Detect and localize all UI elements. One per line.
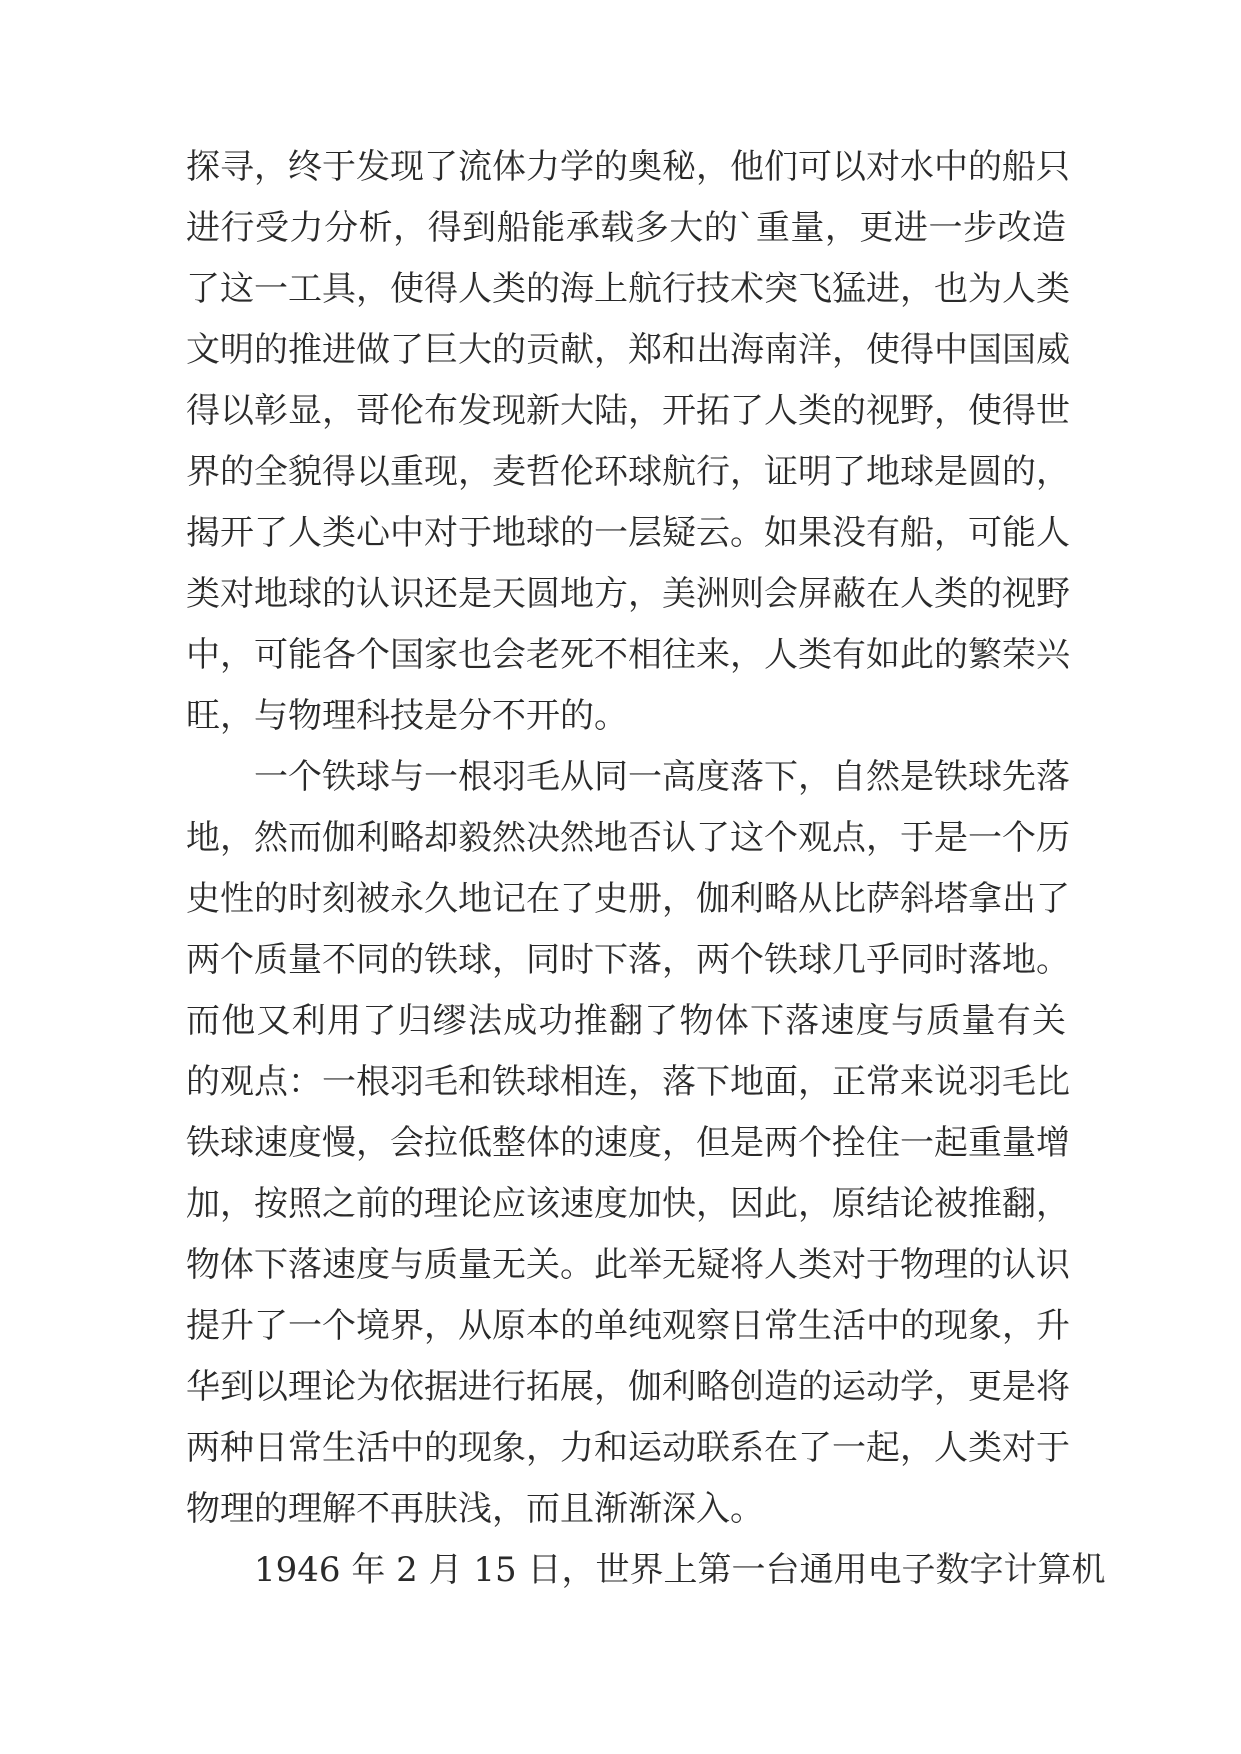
text-line: 文明的推进做了巨大的贡献，郑和出海南洋，使得中国国威 <box>186 330 1070 370</box>
text-line: 华到以理论为依据进行拓展，伽利略创造的运动学，更是将 <box>186 1367 1070 1407</box>
text-line: 物理的理解不再肤浅，而且渐渐深入。 <box>186 1489 764 1529</box>
body-text <box>186 137 1106 1601</box>
text-line: 中，可能各个国家也会老死不相往来，人类有如此的繁荣兴 <box>186 635 1070 675</box>
text-line: 一个铁球与一根羽毛从同一高度落下，自然是铁球先落 <box>254 757 1070 797</box>
text-line: 类对地球的认识还是天圆地方，美洲则会屏蔽在人类的视野 <box>186 574 1070 614</box>
text-line: 进行受力分析，得到船能承载多大的`重量，更进一步改造 <box>186 208 1066 248</box>
text-line: 的观点：一根羽毛和铁球相连，落下地面，正常来说羽毛比 <box>186 1062 1070 1102</box>
text-line: 旺，与物理科技是分不开的。 <box>186 696 628 736</box>
text-line: 探寻，终于发现了流体力学的奥秘，他们可以对水中的船只 <box>186 147 1070 187</box>
text-line: 了这一工具，使得人类的海上航行技术突飞猛进，也为人类 <box>186 269 1070 309</box>
text-line: 提升了一个境界，从原本的单纯观察日常生活中的现象，升 <box>186 1306 1070 1346</box>
text-line: 地，然而伽利略却毅然决然地否认了这个观点，于是一个历 <box>186 818 1070 858</box>
text-line: 两个质量不同的铁球，同时下落，两个铁球几乎同时落地。 <box>186 940 1070 980</box>
text-line: 物体下落速度与质量无关。此举无疑将人类对于物理的认识 <box>186 1245 1070 1285</box>
text-line: 铁球速度慢，会拉低整体的速度，但是两个拴住一起重量增 <box>186 1123 1070 1163</box>
text-line: 界的全貌得以重现，麦哲伦环球航行，证明了地球是圆的， <box>186 452 1070 492</box>
text-line: 史性的时刻被永久地记在了史册，伽利略从比萨斜塔拿出了 <box>186 879 1070 919</box>
text-line: 1946 年 2 月 15 日，世界上第一台通用电子数字计算机 <box>254 1550 1106 1590</box>
text-line: 而他又利用了归缪法成功推翻了物体下落速度与质量有关 <box>186 1001 1066 1041</box>
text-line: 揭开了人类心中对于地球的一层疑云。如果没有船，可能人 <box>186 513 1070 553</box>
text-line: 得以彰显，哥伦布发现新大陆，开拓了人类的视野，使得世 <box>186 391 1070 431</box>
text-line: 加，按照之前的理论应该速度加快，因此，原结论被推翻， <box>186 1184 1070 1224</box>
text-line: 两种日常生活中的现象，力和运动联系在了一起，人类对于 <box>186 1428 1070 1468</box>
